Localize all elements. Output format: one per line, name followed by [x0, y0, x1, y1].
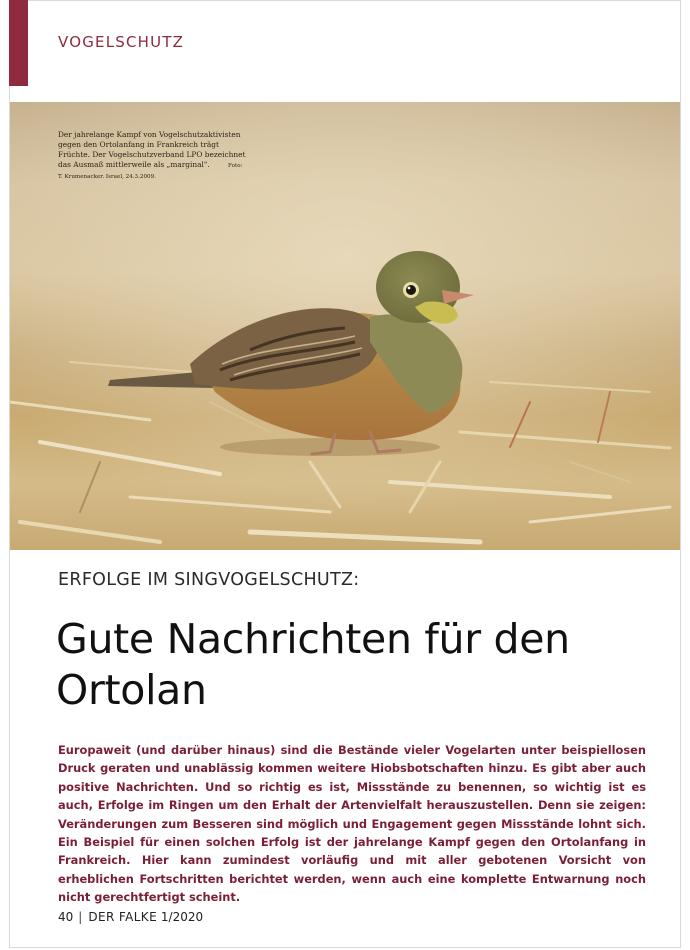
article-kicker: ERFOLGE IM SINGVOGELSCHUTZ:	[58, 570, 360, 590]
section-color-bar	[9, 0, 28, 86]
section-label: VOGELSCHUTZ	[58, 33, 185, 51]
bird-photo	[10, 102, 680, 550]
page-number: 40	[58, 910, 74, 924]
caption-text: Der jahrelange Kampf von Vogelschutzaktivisten gegen den Ortolanfang in Frankreich trägt Früchte. Der Vogelschutzverband LPO bezeichnet das Ausmaß mittlerweile als „marginal".	[58, 130, 246, 169]
magazine-name: DER FALKE	[88, 910, 158, 924]
issue-number: 1/2020	[160, 910, 204, 924]
page-footer	[58, 910, 203, 924]
headline-line-1: Gute Nachrichten für den	[56, 615, 570, 663]
photo-credit: Foto: T. Krumenacker. Israel, 24.3.2009.	[58, 163, 243, 180]
photo-caption	[58, 130, 248, 182]
article-headline	[56, 614, 656, 716]
headline-line-2: Ortolan	[56, 666, 207, 714]
article-lead-paragraph: Europaweit (und darüber hinaus) sind die Bestände vieler Vogelarten unter beispiellosen Druck geraten und unablässig kommen weitere Hiobsbotschaften hinzu. Es gibt aber auch positive Nachrichten. Und so richtig es ist, Missstände zu benennen, so wichtig ist es auch, Erfolge im Ringen um den Erhalt der Artenvielfalt herauszustellen. Denn sie zeigen: Veränderungen zum Besseren sind möglich und Engagement gegen Missstände lohnt sich. Ein Beispiel für einen solchen Erfolg ist der jahrelange Kampf gegen den Ortolanfang in Frankreich. Hier kann zumindest vorläufig und mit aller gebotenen Vorsicht von erheblichen Fortschritten berichtet werden, wenn auch eine komplette Entwarnung noch nicht gerechtfertigt scheint.	[58, 743, 646, 905]
footer-separator: |	[78, 910, 83, 924]
